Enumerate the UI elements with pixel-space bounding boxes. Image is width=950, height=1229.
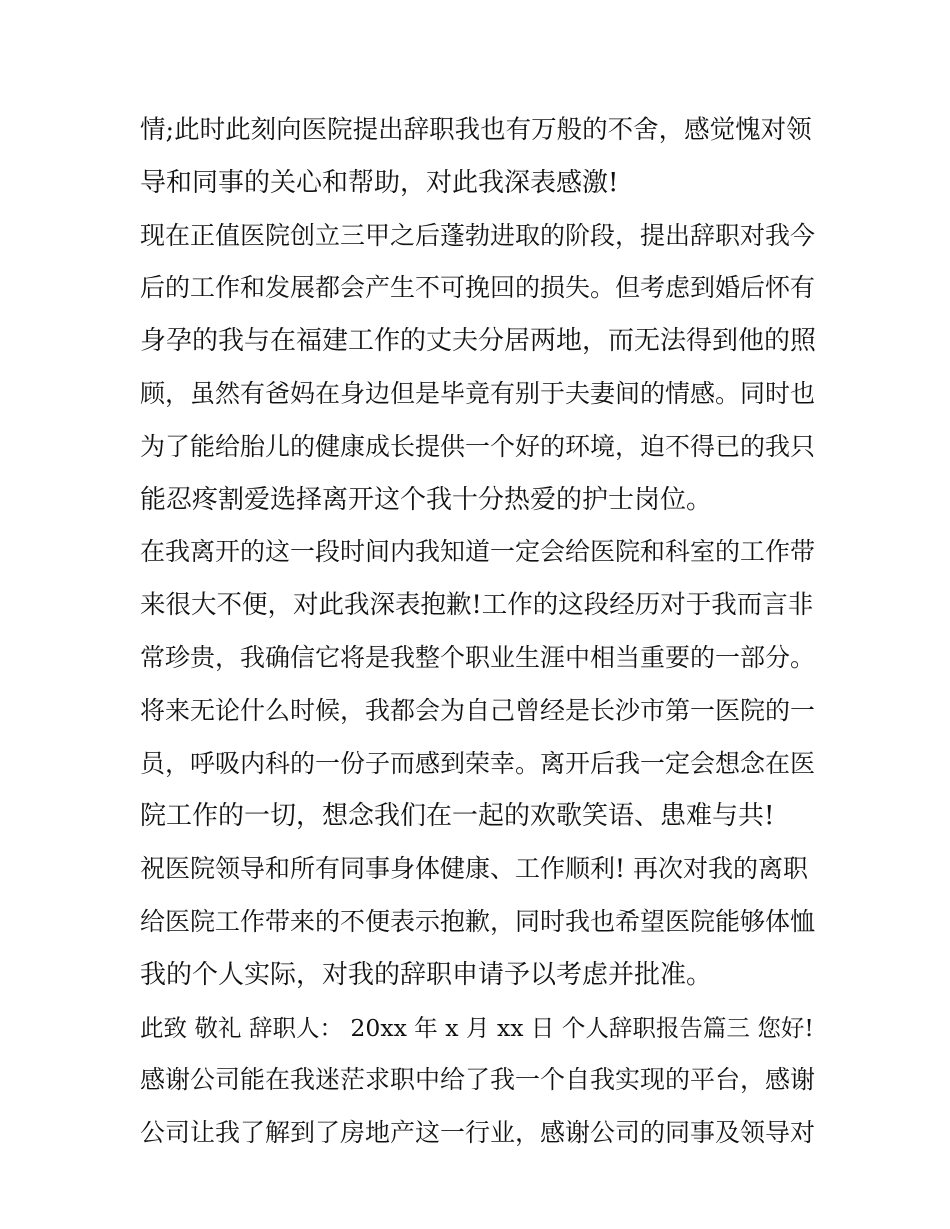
text-line: 常珍贵，我确信它将是我整个职业生涯中相当重要的一部分。 bbox=[140, 642, 816, 672]
text-line: 顾，虽然有爸妈在身边但是毕竟有别于夫妻间的情感。同时也 bbox=[140, 378, 816, 408]
text-line: 在我离开的这一段时间内我知道一定会给医院和科室的工作带 bbox=[140, 537, 816, 567]
text-line: 现在正值医院创立三甲之后蓬勃进取的阶段，提出辞职对我今 bbox=[140, 220, 816, 250]
text-line: 给医院工作带来的不便表示抱歉，同时我也希望医院能够体恤 bbox=[140, 906, 816, 936]
text-line: 祝医院领导和所有同事身体健康、工作顺利! 再次对我的离职 bbox=[140, 854, 808, 884]
text-line: 员，呼吸内科的一份子而感到荣幸。离开后我一定会想念在医 bbox=[140, 748, 816, 778]
text-line: 感谢公司能在我迷茫求职中给了我一个自我实现的平台，感谢 bbox=[140, 1065, 816, 1095]
text-line: 情;此时此刻向医院提出辞职我也有万般的不舍，感觉愧对领 bbox=[140, 115, 812, 145]
text-line: 能忍疼割爱选择离开这个我十分热爱的护士岗位。 bbox=[140, 484, 713, 515]
text-line: 身孕的我与在福建工作的丈夫分居两地，而无法得到他的照 bbox=[140, 326, 817, 357]
text-line: 导和同事的关心和帮助，对此我深表感激! bbox=[140, 167, 619, 198]
text-line: 后的工作和发展都会产生不可挽回的损失。但考虑到婚后怀有 bbox=[140, 273, 816, 303]
document-body bbox=[140, 104, 820, 1160]
text-line: 院工作的一切，想念我们在一起的欢歌笑语、患难与共! bbox=[140, 801, 775, 832]
text-line: 将来无论什么时候，我都会为自己曾经是长沙市第一医院的一 bbox=[140, 695, 816, 725]
text-line: 公司让我了解到了房地产这一行业，感谢公司的同事及领导对 bbox=[140, 1118, 816, 1148]
text-line: 此致 敬礼 辞职人： 20xx 年 x 月 xx 日 个人辞职报告篇三 您好! bbox=[140, 1013, 814, 1042]
text-line: 为了能给胎儿的健康成长提供一个好的环境，迫不得已的我只 bbox=[140, 431, 816, 461]
text-line: 我的个人实际，对我的辞职申请予以考虑并批准。 bbox=[140, 959, 713, 990]
text-line: 来很大不便，对此我深表抱歉!工作的这段经历对于我而言非 bbox=[140, 590, 814, 621]
